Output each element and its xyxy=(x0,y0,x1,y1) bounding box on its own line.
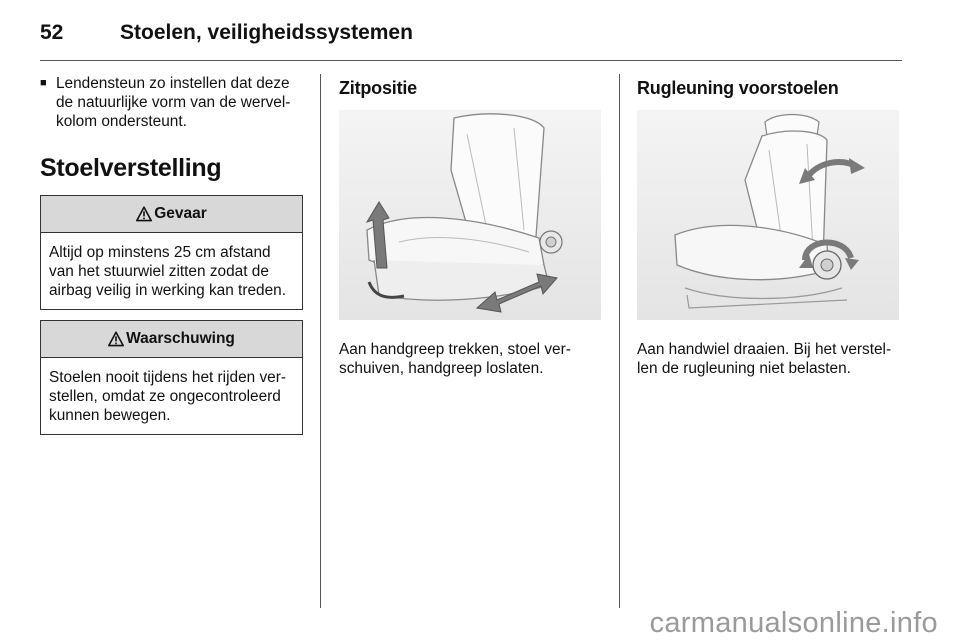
backrest-recline-illustration xyxy=(637,110,899,320)
warning-box-line: Stoelen nooit tijdens het rijden ver- xyxy=(49,369,286,386)
caption-line: Aan handgreep trekken, stoel ver- xyxy=(339,341,571,358)
seat-position-heading: Zitpositie xyxy=(339,78,417,98)
section-heading: Stoelverstelling xyxy=(40,154,222,182)
bullet-line: kolom ondersteunt. xyxy=(56,113,187,130)
backrest-heading: Rugleuning voorstoelen xyxy=(637,78,839,98)
danger-box-line: Altijd op minstens 25 cm afstand xyxy=(49,244,271,261)
caption-line: len de rugleuning niet belasten. xyxy=(637,360,851,377)
column-left xyxy=(40,74,303,435)
column-divider-left xyxy=(320,74,321,608)
seat-position-illustration xyxy=(339,110,601,320)
page-header xyxy=(40,18,413,48)
column-middle xyxy=(339,74,601,378)
danger-box-line: van het stuurwiel zitten zodat de xyxy=(49,263,269,280)
backrest-caption xyxy=(637,340,902,378)
bullet-item xyxy=(40,74,303,131)
seat-slide-illustration xyxy=(339,110,601,320)
watermark: carmanualsonline.info xyxy=(649,607,938,639)
header-divider xyxy=(40,60,902,61)
warning-box-line: stellen, omdat ze ongecontroleerd xyxy=(49,388,281,405)
warning-triangle-icon xyxy=(136,206,152,222)
bullet-line: Lendensteun zo instellen dat deze xyxy=(56,75,290,92)
column-divider-right xyxy=(619,74,620,608)
warning-box xyxy=(40,320,303,435)
danger-box-line: airbag veilig in werking kan treden. xyxy=(49,282,286,299)
warning-triangle-icon xyxy=(108,331,124,347)
warning-box-header xyxy=(41,321,302,358)
page-number: 52 xyxy=(40,21,64,44)
warning-box-title: Waarschuwing xyxy=(126,330,235,347)
danger-box-title: Gevaar xyxy=(154,205,207,222)
caption-line: schuiven, handgreep loslaten. xyxy=(339,360,544,377)
warning-box-line: kunnen bewegen. xyxy=(49,407,171,424)
danger-box-header xyxy=(41,196,302,233)
backrest-illustration xyxy=(637,110,899,320)
bullet-line: de natuurlijke vorm van de wervel- xyxy=(56,94,291,111)
page-title: Stoelen, veiligheidssystemen xyxy=(120,21,413,44)
danger-box xyxy=(40,195,303,310)
column-right xyxy=(637,74,902,378)
caption-line: Aan handwiel draaien. Bij het verstel- xyxy=(637,341,892,358)
warning-box-body xyxy=(41,358,302,434)
bullet-square-icon: ■ xyxy=(40,77,47,89)
seat-position-caption xyxy=(339,340,601,378)
danger-box-body xyxy=(41,233,302,309)
